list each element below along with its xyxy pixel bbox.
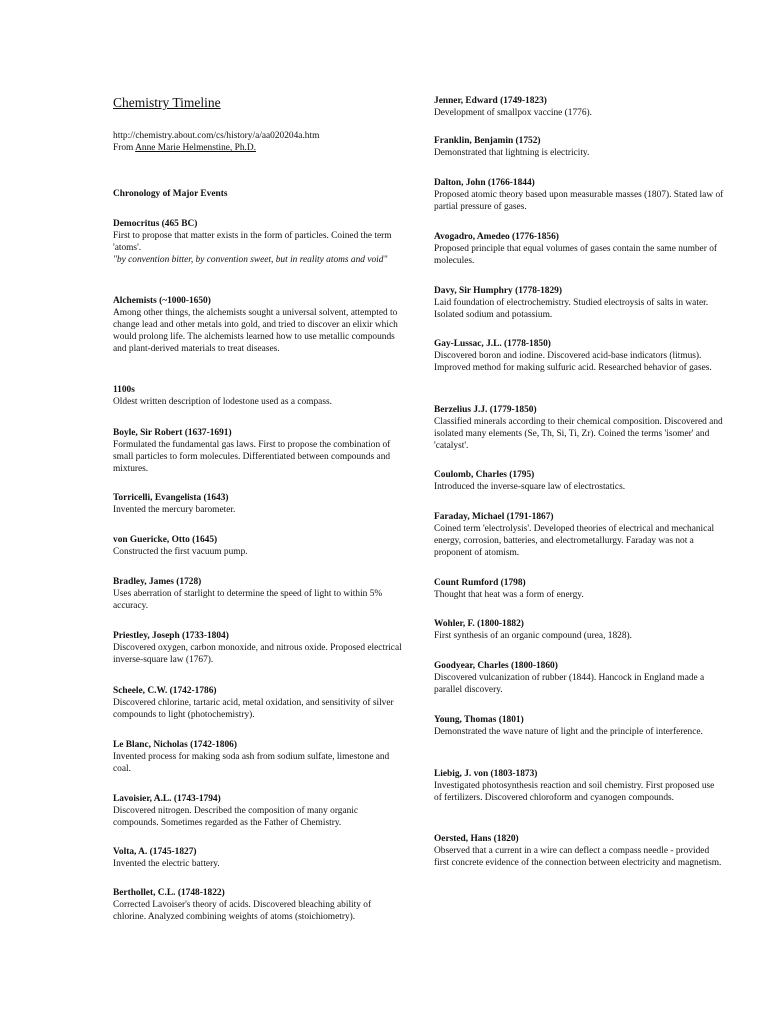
entry-heading: Avogadro, Amedeo (1776-1856) <box>434 232 559 242</box>
entry-text: Coined term 'electrolysis'. Developed theories of electrical and mechanical energy, corrosion, batteries, and electrometallurgy. Faraday was not a proponent of atomism. <box>434 524 715 559</box>
entry-text: Oldest written description of lodestone used as a compass. <box>113 397 332 408</box>
entry-text: Observed that a current in a wire can deflect a compass needle - provided first concrete evidence of the connection between electricity and magnetism. <box>434 846 722 869</box>
source-block <box>113 130 403 154</box>
entry-text: Among other things, the alchemists sought a universal solvent, attempted to change lead and other metals into gold, and tried to discover an elixir which would prolong life. The alchemists learned how to use metallic compounds and plant-derived materials to treat diseases. <box>113 308 398 355</box>
timeline-entry <box>434 135 724 159</box>
entry-heading: Berthollet, C.L. (1748-1822) <box>113 888 225 898</box>
entry-text: First to propose that matter exists in the form of particles. Coined the term 'atoms'. <box>113 231 392 254</box>
timeline-entry <box>113 739 403 775</box>
entry-heading: Wohler, F. (1800-1882) <box>434 619 524 629</box>
entry-text: Demonstrated the wave nature of light and the principle of interference. <box>434 727 703 738</box>
timeline-entry <box>113 793 403 829</box>
section-heading: Chronology of Major Events <box>113 189 228 199</box>
timeline-entry <box>113 218 403 266</box>
entry-text: Invented the electric battery. <box>113 859 220 870</box>
entry-text: Proposed principle that equal volumes of gases contain the same number of molecules. <box>434 244 717 267</box>
timeline-entry <box>113 846 403 870</box>
timeline-entry <box>434 404 724 452</box>
author-line <box>113 142 403 154</box>
entry-heading: Le Blanc, Nicholas (1742-1806) <box>113 740 237 750</box>
entry-text: Discovered chlorine, tartaric acid, metal oxidation, and sensitivity of silver compounds to light (photochemistry). <box>113 698 394 721</box>
timeline-entry <box>113 295 403 355</box>
timeline-entry <box>434 833 724 869</box>
timeline-entry <box>434 231 724 267</box>
entry-heading: Alchemists (~1000-1650) <box>113 296 211 306</box>
timeline-entry <box>434 714 724 738</box>
entry-text: Thought that heat was a form of energy. <box>434 590 584 601</box>
from-label: From <box>113 143 134 154</box>
entry-heading: Berzelius J.J. (1779-1850) <box>434 405 537 415</box>
timeline-entry <box>434 768 724 804</box>
entry-heading: Boyle, Sir Robert (1637-1691) <box>113 428 232 438</box>
entry-text: First synthesis of an organic compound (urea, 1828). <box>434 631 632 642</box>
entry-heading: Franklin, Benjamin (1752) <box>434 136 541 146</box>
entry-text: Corrected Lavoiser's theory of acids. Discovered bleaching ability of chlorine. Analyzed combining weights of atoms (stoichiometry). <box>113 900 372 923</box>
entry-heading: Democritus (465 BC) <box>113 219 198 229</box>
entry-heading: Coulomb, Charles (1795) <box>434 470 535 480</box>
entry-heading: Scheele, C.W. (1742-1786) <box>113 686 217 696</box>
timeline-entry <box>113 534 403 558</box>
entry-heading: Goodyear, Charles (1800-1860) <box>434 661 558 671</box>
timeline-entry <box>113 576 403 612</box>
document-title: Chemistry Timeline <box>113 95 221 110</box>
timeline-entry <box>113 685 403 721</box>
entry-text: Discovered nitrogen. Described the composition of many organic compounds. Sometimes regarded as the Father of Chemistry. <box>113 806 359 829</box>
entry-text: Invented the mercury barometer. <box>113 505 236 516</box>
entry-heading: Davy, Sir Humphry (1778-1829) <box>434 286 562 296</box>
entry-text: Discovered oxygen, carbon monoxide, and nitrous oxide. Proposed electrical inverse-square law (1767). <box>113 643 402 666</box>
timeline-entry <box>434 338 724 374</box>
entry-text: Invented process for making soda ash from sodium sulfate, limestone and coal. <box>113 752 390 775</box>
entry-heading: Gay-Lussac, J.L. (1778-1850) <box>434 339 551 349</box>
entry-heading: Lavoisier, A.L. (1743-1794) <box>113 794 221 804</box>
entry-text: Formulated the fundamental gas laws. First to propose the combination of small particles to form molecules. Differentiated between compounds and mixtures. <box>113 440 391 475</box>
entry-heading: Volta, A. (1745-1827) <box>113 847 197 857</box>
timeline-entry <box>434 577 724 601</box>
entry-heading: Faraday, Michael (1791-1867) <box>434 512 554 522</box>
entry-heading: Young, Thomas (1801) <box>434 715 524 725</box>
timeline-entry <box>113 630 403 666</box>
entry-text: Classified minerals according to their chemical composition. Discovered and isolated many elements (Se, Th, Si, Ti, Zr). Coined the terms 'isomer' and 'catalyst'. <box>434 417 723 452</box>
entry-heading: Liebig, J. von (1803-1873) <box>434 769 538 779</box>
entry-heading: 1100s <box>113 385 135 395</box>
entry-heading: Bradley, James (1728) <box>113 577 202 587</box>
author-name: Anne Marie Helmenstine, Ph.D. <box>135 143 256 154</box>
timeline-entry <box>113 492 403 516</box>
entry-text: Investigated photosynthesis reaction and soil chemistry. First proposed use of fertilizers. Discovered chloroform and cyanogen compounds. <box>434 781 715 804</box>
timeline-entry <box>113 887 403 923</box>
entry-quote: "by convention bitter, by convention sweet, but in reality atoms and void" <box>113 255 388 266</box>
entry-heading: Count Rumford (1798) <box>434 578 526 588</box>
timeline-entry <box>434 660 724 696</box>
entry-heading: Jenner, Edward (1749-1823) <box>434 96 547 106</box>
entry-text: Discovered boron and iodine. Discovered acid-base indicators (litmus). Improved method for making sulfuric acid. Researched behavior of gases. <box>434 351 712 374</box>
timeline-entry <box>113 384 403 408</box>
entry-text: Demonstrated that lightning is electricity. <box>434 148 590 159</box>
timeline-entry <box>113 427 403 475</box>
entry-heading: Torricelli, Evangelista (1643) <box>113 493 229 503</box>
entry-heading: Oersted, Hans (1820) <box>434 834 519 844</box>
entry-text: Laid foundation of electrochemistry. Studied electroysis of salts in water. Isolated sodium and potassium. <box>434 298 709 321</box>
timeline-entry <box>434 469 724 493</box>
timeline-entry <box>434 95 724 119</box>
entry-text: Uses aberration of starlight to determine the speed of light to within 5% accuracy. <box>113 589 383 612</box>
entry-text: Proposed atomic theory based upon measurable masses (1807). Stated law of partial pressure of gases. <box>434 190 724 213</box>
entry-heading: von Guericke, Otto (1645) <box>113 535 218 545</box>
entry-heading: Priestley, Joseph (1733-1804) <box>113 631 229 641</box>
timeline-entry <box>434 177 724 213</box>
entry-text: Introduced the inverse-square law of electrostatics. <box>434 482 626 493</box>
entry-text: Constructed the first vacuum pump. <box>113 547 248 558</box>
source-url: http://chemistry.about.com/cs/history/a/aa020204a.htm <box>113 131 320 141</box>
entry-text: Development of smallpox vaccine (1776). <box>434 108 593 119</box>
timeline-entry <box>434 511 724 559</box>
timeline-entry <box>434 285 724 321</box>
timeline-entry <box>434 618 724 642</box>
entry-text: Discovered vulcanization of rubber (1844). Hancock in England made a parallel discovery. <box>434 673 705 696</box>
entry-heading: Dalton, John (1766-1844) <box>434 178 535 188</box>
